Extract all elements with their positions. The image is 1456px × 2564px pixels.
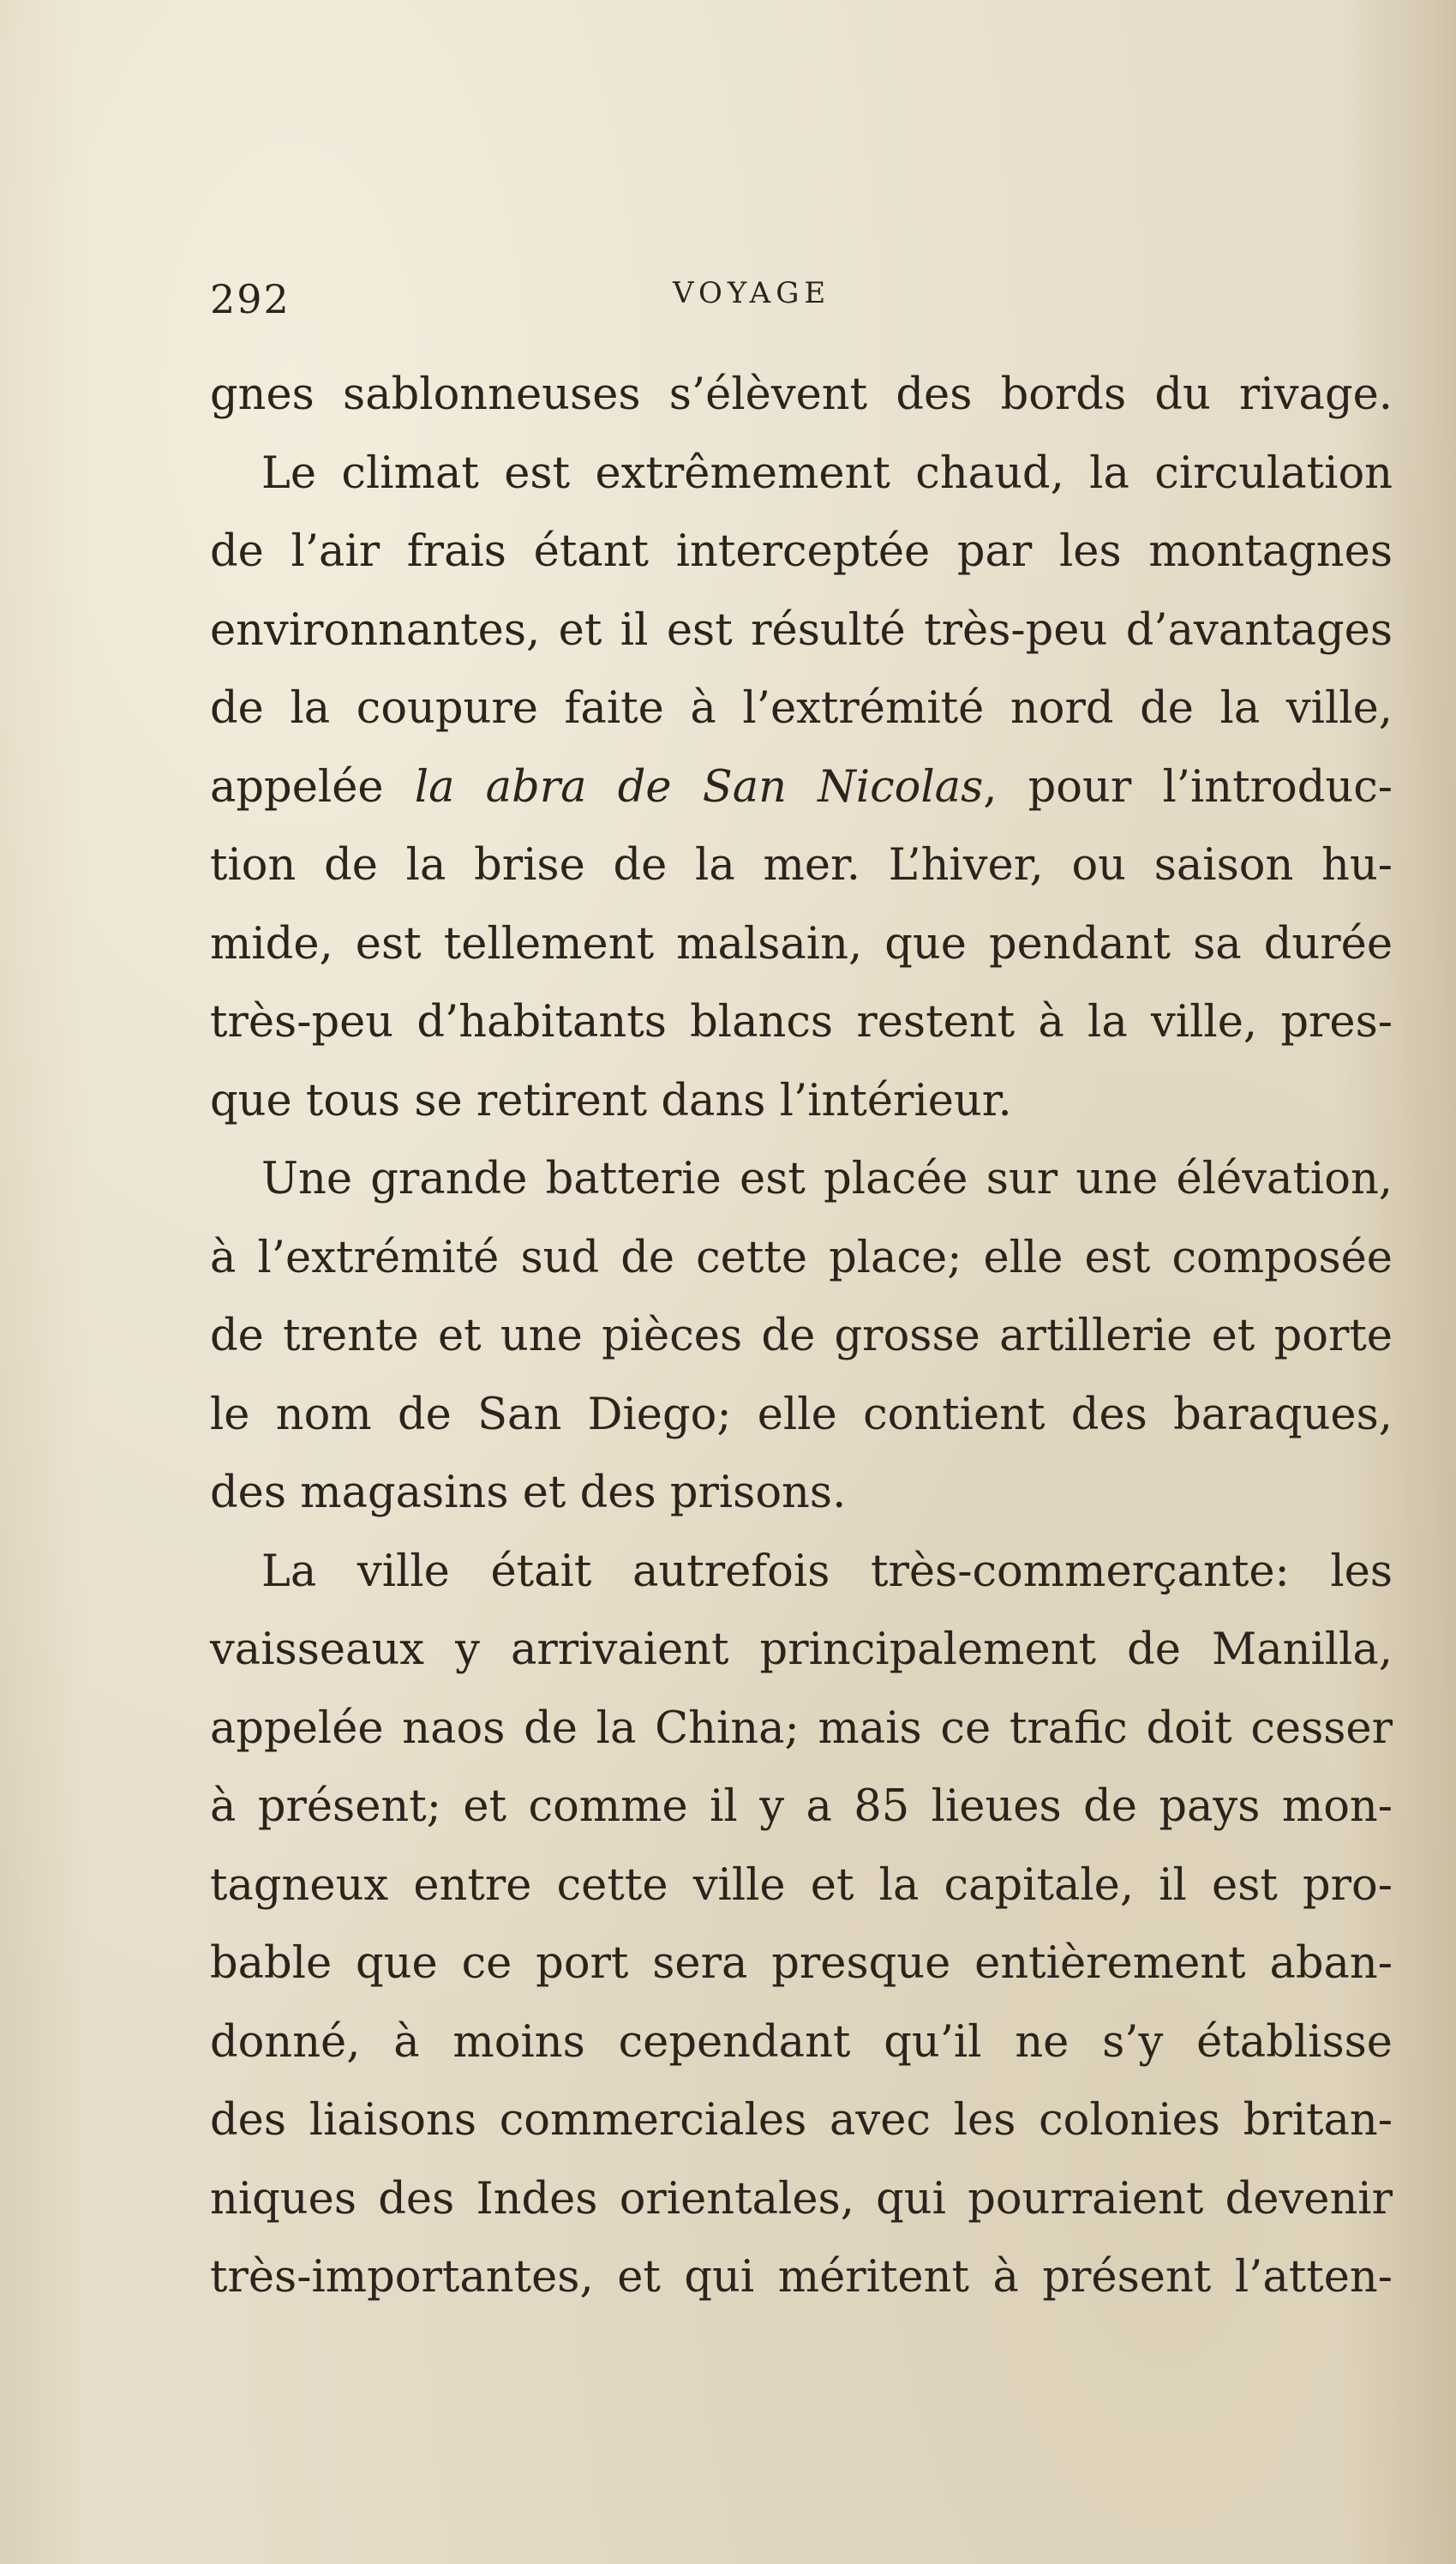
text-line: le nom de San Diego; elle contient des baraques, [210, 1389, 1393, 1440]
text-line: des liaisons commerciales avec les colonies britan- [210, 2095, 1393, 2146]
text-line: environnantes, et il est résulté très-peu d’avantages [210, 604, 1393, 656]
text-line: des magasins et des prisons. [210, 1468, 847, 1518]
text-line: tagneux entre cette ville et la capitale, il est pro- [210, 1859, 1393, 1911]
text-line: très-peu d’habitants blancs restent à la ville, pres- [210, 997, 1393, 1048]
text-line: mide, est tellement malsain, que pendant sa durée [210, 918, 1393, 970]
text-body [210, 356, 1393, 2317]
italic-place-name: la abra de San Nicolas [414, 761, 984, 813]
line-text-post: , pour l’introduc- [983, 761, 1393, 813]
line-text-pre: appelée [210, 761, 415, 813]
text-line: de trente et une pièces de grosse artillerie et porte [210, 1311, 1393, 1361]
text-line: La ville était autrefois très-commerçante: les [261, 1546, 1393, 1597]
running-title: VOYAGE [673, 276, 831, 310]
text-line: donné, à moins cependant qu’il ne s’y établisse [210, 2016, 1393, 2068]
text-line: bable que ce port sera presque entièrement aban- [210, 1938, 1393, 1989]
text-line: tion de la brise de la mer. L’hiver, ou saison hu- [210, 840, 1393, 891]
text-line: que tous se retirent dans l’intérieur. [210, 1075, 1012, 1126]
text-line [210, 748, 1393, 827]
text-line: de l’air frais étant interceptée par les montagnes [210, 526, 1393, 577]
text-line: Le climat est extrêmement chaud, la circulation [261, 447, 1393, 499]
text-line: Une grande batterie est placée sur une élévation, [261, 1154, 1393, 1204]
running-head [210, 257, 1393, 322]
text-line: gnes sablonneuses s’élèvent des bords du rivage. [210, 369, 1393, 420]
text-line: à l’extrémité sud de cette place; elle est composée [210, 1232, 1393, 1283]
text-line: vaisseaux y arrivaient principalement de Manilla, [210, 1624, 1393, 1675]
text-line: de la coupure faite à l’extrémité nord de la ville, [210, 683, 1393, 734]
text-line: très-importantes, et qui méritent à présent l’atten- [210, 2252, 1393, 2303]
text-line: appelée naos de la China; mais ce trafic doit cesser [210, 1702, 1393, 1754]
text-line: niques des Indes orientales, qui pourraient devenir [210, 2173, 1393, 2225]
page-number: 292 [210, 276, 291, 322]
text-line: à présent; et comme il y a 85 lieues de pays mon- [210, 1781, 1393, 1832]
